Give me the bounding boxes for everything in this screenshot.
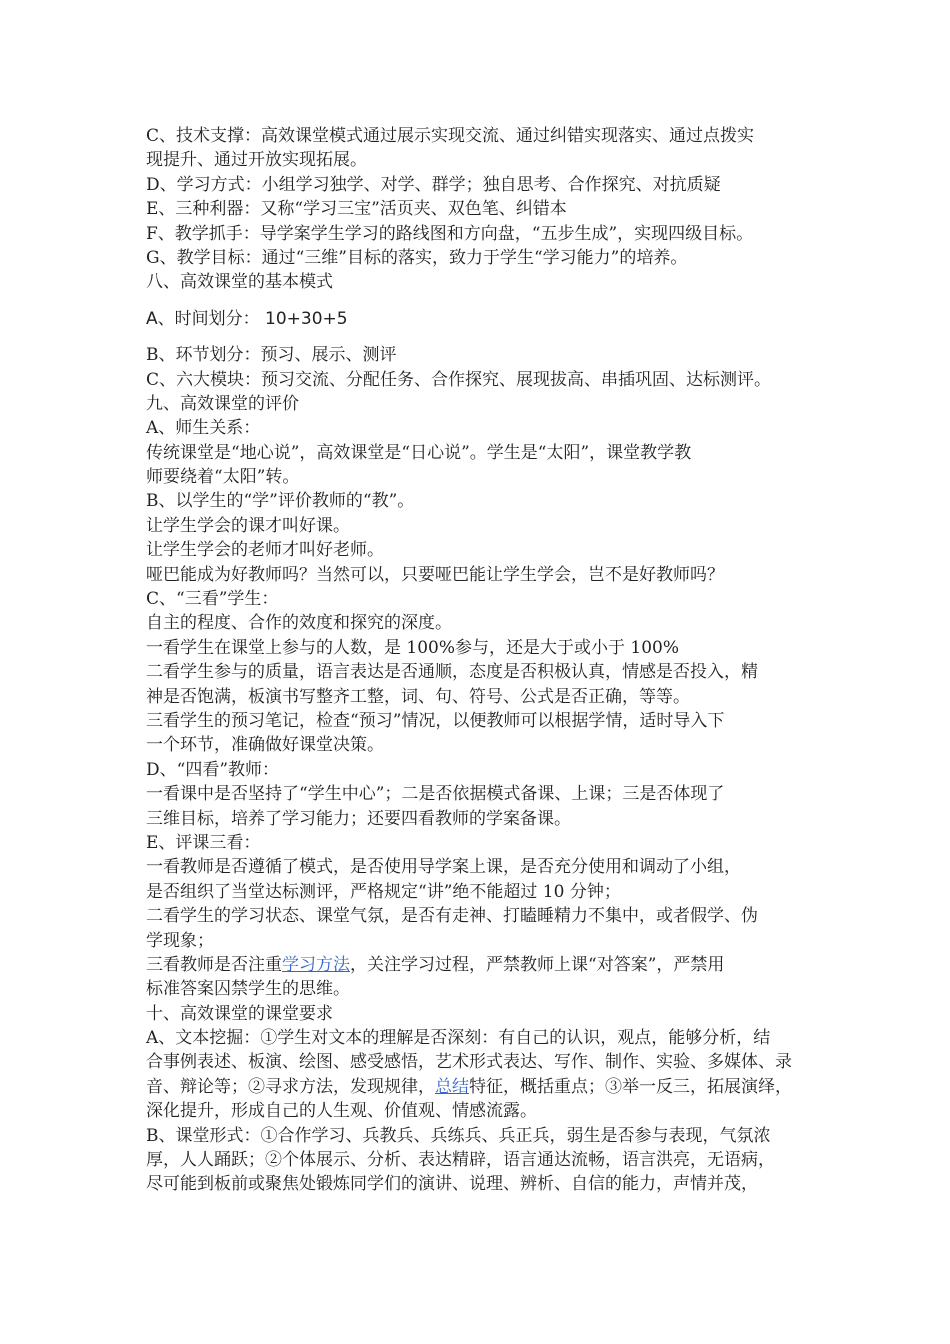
review-first-line-2: 是否组织了当堂达标测评，严格规定“讲”绝不能超过 10 分钟； [146, 881, 621, 902]
three-looks-students-title: C、“三看”学生： [146, 589, 279, 610]
learning-method-link[interactable]: 学习方法 [282, 954, 350, 975]
second-look-line-2: 神是否饱满，板演书写整齐工整，词、句、符号、公式是否正确，等等。 [146, 686, 690, 707]
third-look-line-2: 一个环节，准确做好课堂决策。 [146, 735, 384, 756]
third-look-line-1: 三看学生的预习笔记，检查“预习”情况，以便教师可以根据学情，适时导入下 [146, 710, 725, 731]
text-mining-line-4: 深化提升，形成自己的人生观、价值观、情感流露。 [146, 1101, 537, 1122]
review-second-line-2: 学现象； [146, 930, 214, 951]
document-body [146, 124, 826, 1197]
text-mining-line-1: A、文本挖掘：①学生对文本的理解是否深刻：有自己的认识，观点，能够分析，结 [146, 1028, 771, 1049]
six-modules-line: C、六大模块：预习交流、分配任务、合作探究、展现拔高、串插巩固、达标测评。 [146, 369, 772, 390]
three-tools-line: E、三种利器：又称“学习三宝”活页夹、双色笔、纠错本 [146, 199, 567, 220]
good-lesson-line: 让学生学会的课才叫好课。 [146, 515, 350, 536]
lesson-review-title: E、评课三看： [146, 832, 261, 853]
class-form-line-2: 厚，人人踊跃；②个体展示、分析、表达精辟，语言通达流畅，语言洪亮，无语病， [146, 1150, 775, 1171]
review-third-text-pre: 三看教师是否注重 [146, 954, 282, 975]
heading-basic-mode: 八、高效课堂的基本模式 [146, 272, 333, 293]
review-third-line-2: 标准答案囚禁学生的思维。 [146, 979, 350, 1000]
tech-support-line-1: C、技术支撑：高效课堂模式通过展示实现交流、通过纠错实现落实、通过点拨实 [146, 126, 755, 146]
teaching-goal-line: G、教学目标：通过“三维”目标的落实，致力于学生“学习能力”的培养。 [146, 247, 688, 268]
four-looks-teacher-title: D、“四看”教师： [146, 759, 280, 780]
learning-evaluation-title: B、以学生的“学”评价教师的“教”。 [146, 491, 415, 512]
summary-link[interactable]: 总结 [435, 1076, 469, 1097]
four-looks-line-1: 一看课中是否坚持了“学生中心”；二是否依据模式备课、上课；三是否体现了 [146, 784, 725, 805]
four-looks-line-2: 三维目标，培养了学习能力；还要四看教师的学案备课。 [146, 808, 571, 829]
teacher-student-title: A、师生关系： [146, 418, 261, 439]
class-form-line-1: B、课堂形式：①合作学习、兵教兵、兵练兵、兵正兵，弱生是否参与表现，气氛浓 [146, 1125, 771, 1146]
teaching-means-line: F、教学抓手：导学案学生学习的路线图和方向盘，“五步生成”，实现四级目标。 [146, 223, 754, 244]
class-form-line-3: 尽可能到板前或聚焦处锻炼同学们的演讲、说理、辨析、自信的能力，声情并茂， [146, 1174, 758, 1195]
heading-evaluation: 九、高效课堂的评价 [146, 393, 299, 414]
text-mining-post: 特征，概括重点；③举一反三，拓展演绎， [469, 1076, 792, 1097]
heading-classroom-requirements: 十、高效课堂的课堂要求 [146, 1003, 333, 1024]
text-mining-pre: 音、辩论等；②寻求方法，发现规律， [146, 1076, 435, 1097]
three-looks-intro: 自主的程度、合作的效度和探究的深度。 [146, 613, 452, 634]
teacher-student-line-2: 师要绕着“太阳”转。 [146, 467, 300, 488]
tech-support-line-2: 现提升、通过开放实现拓展。 [146, 150, 367, 171]
teacher-student-line-1: 传统课堂是“地心说”，高效课堂是“日心说”。学生是“太阳”，课堂教学教 [146, 442, 692, 463]
review-first-line-1: 一看教师是否遵循了模式，是否使用导学案上课，是否充分使用和调动了小组， [146, 857, 741, 878]
time-division-line: A、时间划分： 10+30+5 [146, 308, 348, 329]
good-teacher-line: 让学生学会的老师才叫好老师。 [146, 540, 384, 561]
second-look-line-1: 二看学生参与的质量，语言表达是否通顺，态度是否积极认真，情感是否投入，精 [146, 662, 758, 683]
review-third-line-1 [146, 953, 826, 977]
first-look-participation: 一看学生在课堂上参与的人数，是 100%参与，还是大于或小于 100% [146, 637, 680, 658]
study-method-line: D、学习方式：小组学习独学、对学、群学；独自思考、合作探究、对抗质疑 [146, 174, 721, 195]
review-second-line-1: 二看学生的学习状态、课堂气氛，是否有走神、打瞌睡精力不集中，或者假学、伪 [146, 906, 758, 927]
text-mining-line-3 [146, 1075, 826, 1099]
text-mining-line-2: 合事例表述、板演、绘图、感受感悟，艺术形式表达、写作、制作、实验、多媒体、录 [146, 1052, 792, 1073]
step-division-line: B、环节划分：预习、展示、测评 [146, 345, 397, 366]
review-third-text-post: ，关注学习过程，严禁教师上课“对答案”，严禁用 [350, 954, 725, 975]
mute-teacher-line: 哑巴能成为好教师吗？当然可以，只要哑巴能让学生学会，岂不是好教师吗？ [146, 564, 724, 585]
